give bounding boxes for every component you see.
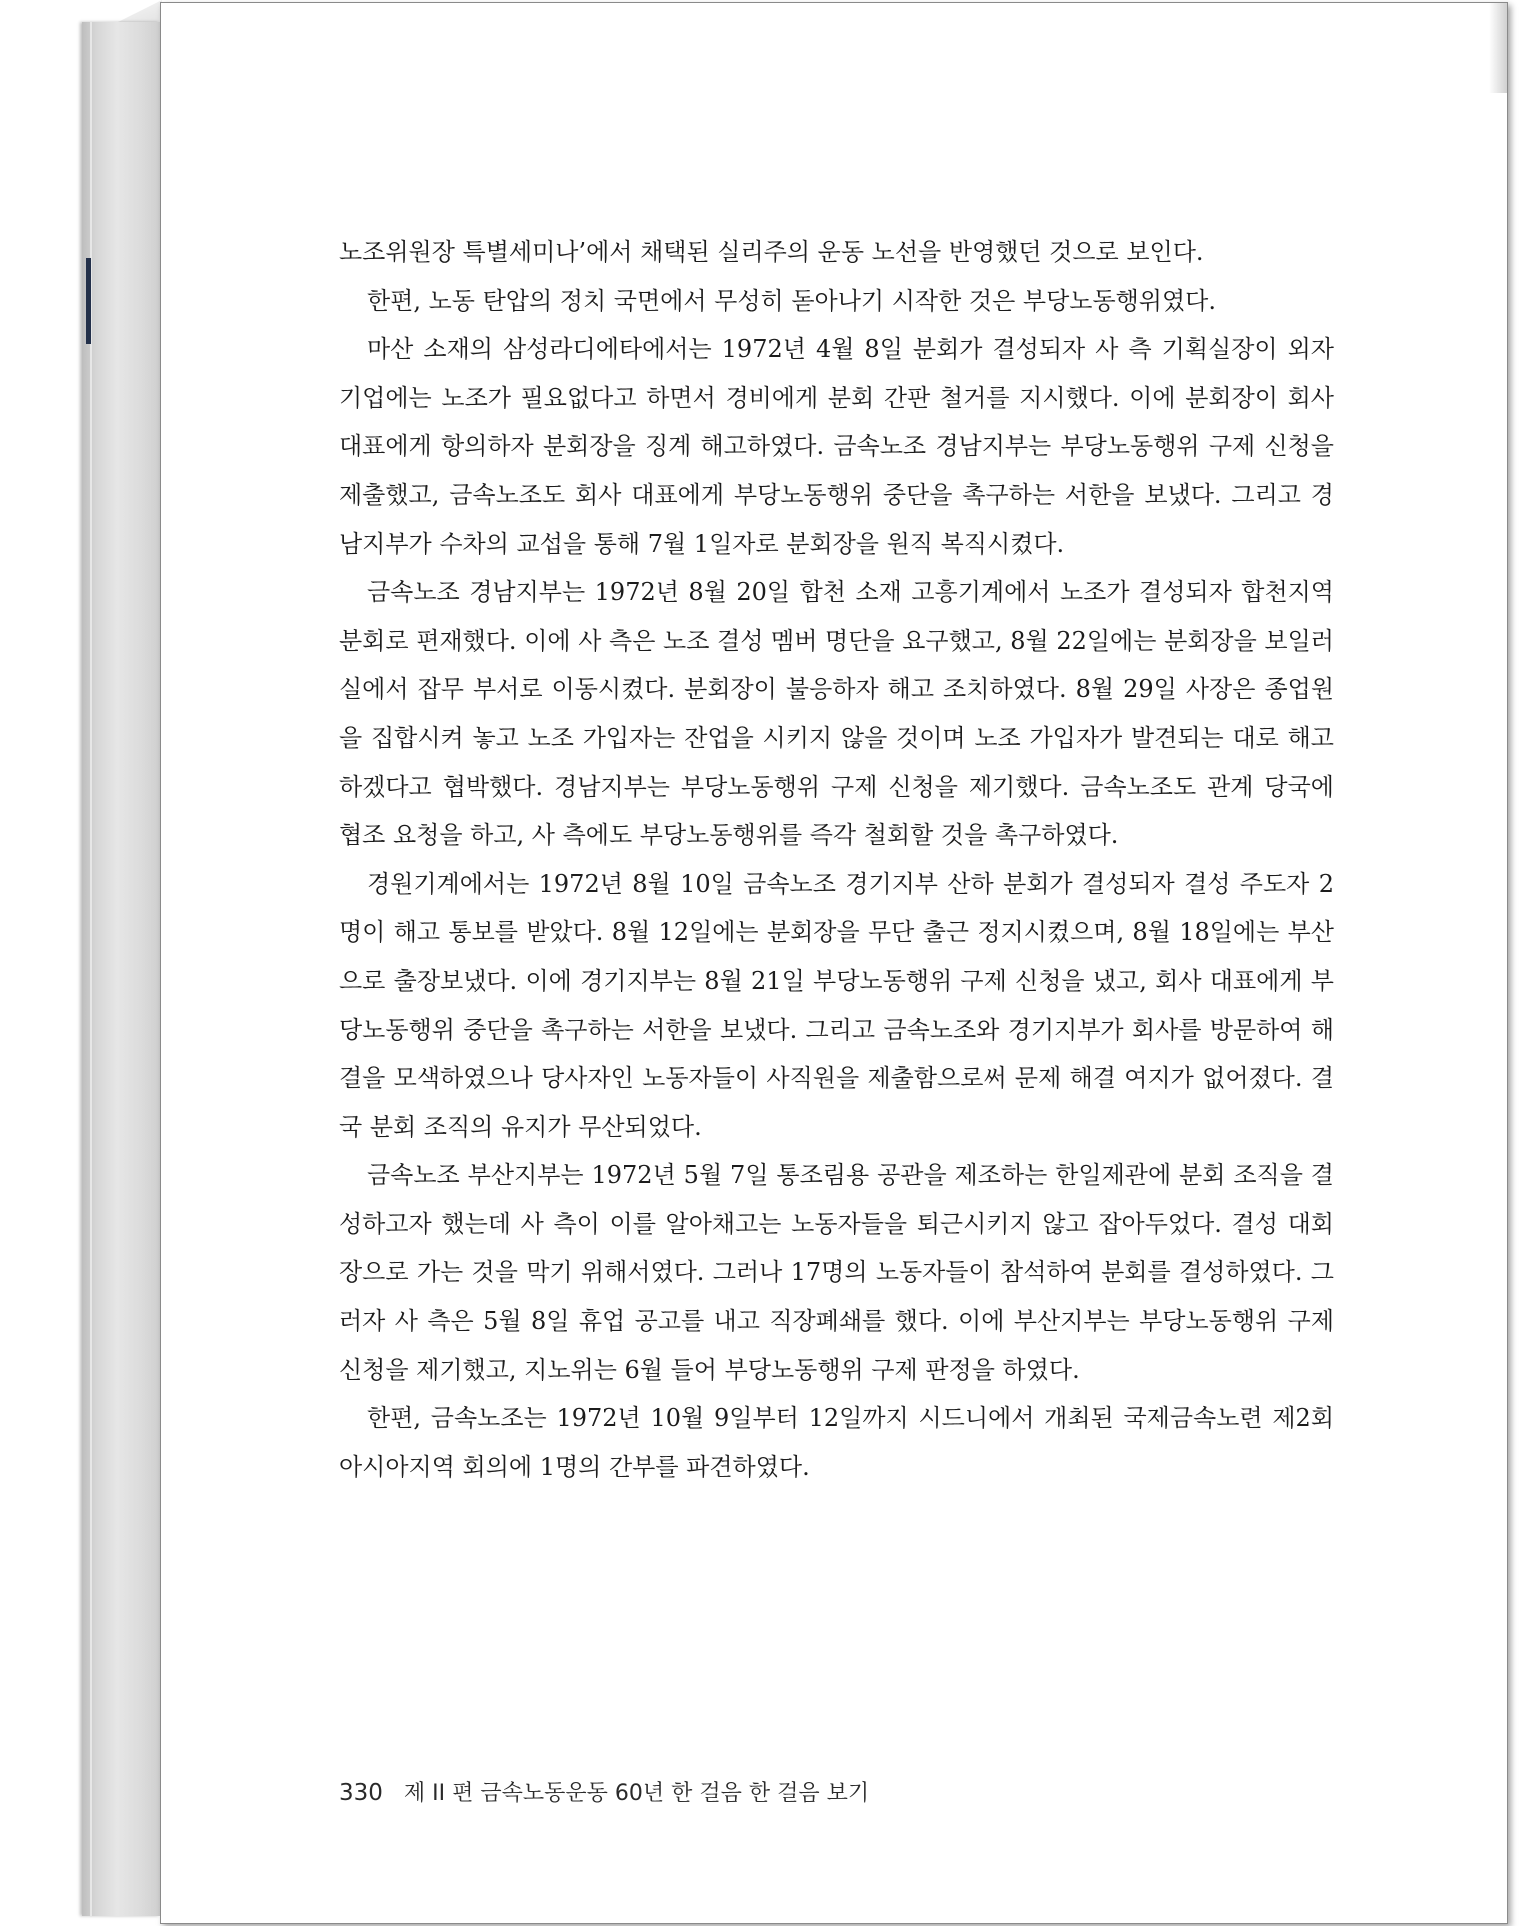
paragraph: 경원기계에서는 1972년 8월 10일 금속노조 경기지부 산하 분회가 결성되자 결성 주도자 2명이 해고 통보를 받았다. 8월 12일에는 분회장을 무단 출근 정지시켰으며, 8월 18일에는 부산으로 출장보냈다. 이에 경기지부는 8월 21일 부당노동행위 구제 신청을 냈고, 회사 대표에게 부당노동행위 중단을 촉구하는 서한을 보냈다. 그리고 금속노조와 경기지부가 회사를 방문하여 해결을 모색하였으나 당사자인 노동자들이 사직원을 제출함으로써 문제 해결 여지가 없어졌다. 결국 분회 조직의 유지가 무산되었다. <box>339 869 1334 1141</box>
paragraph: 한편, 노동 탄압의 정치 국면에서 무성히 돋아나기 시작한 것은 부당노동행위였다. <box>367 286 1216 315</box>
page-corner-shading <box>1489 3 1507 93</box>
paragraph: 마산 소재의 삼성라디에타에서는 1972년 4월 8일 분회가 결성되자 사 측 기획실장이 외자 기업에는 노조가 필요없다고 하면서 경비에게 분회 간판 철거를 지시했다. 이에 분회장이 회사 대표에게 항의하자 분회장을 징계 해고하였다. 금속노조 경남지부는 부당노동행위 구제 신청을 제출했고, 금속노조도 회사 대표에게 부당노동행위 중단을 촉구하는 서한을 보냈다. 그리고 경남지부가 수차의 교섭을 통해 7월 1일자로 분회장을 원직 복직시켰다. <box>339 335 1334 558</box>
spine-mark <box>86 258 91 344</box>
paragraph: 한편, 금속노조는 1972년 10월 9일부터 12일까지 시드니에서 개최된 국제금속노련 제2회 아시아지역 회의에 1명의 간부를 파견하였다. <box>339 1404 1334 1481</box>
page-number: 330 <box>339 1780 383 1806</box>
body-text <box>339 228 1334 1491</box>
paragraph: 금속노조 경남지부는 1972년 8월 20일 합천 소재 고흥기계에서 노조가 결성되자 합천지역분회로 편재했다. 이에 사 측은 노조 결성 멤버 명단을 요구했고, 8월 22일에는 분회장을 보일러실에서 잡무 부서로 이동시켰다. 분회장이 불응하자 해고 조치하였다. 8월 29일 사장은 종업원을 집합시켜 놓고 노조 가입자는 잔업을 시키지 않을 것이며 노조 가입자가 발견되는 대로 해고하겠다고 협박했다. 경남지부는 부당노동행위 구제 신청을 제기했다. 금속노조도 관계 당국에 협조 요청을 하고, 사 측에도 부당노동행위를 즉각 철회할 것을 촉구하였다. <box>339 578 1334 850</box>
paragraph: 금속노조 부산지부는 1972년 5월 7일 통조림용 공관을 제조하는 한일제관에 분회 조직을 결성하고자 했는데 사 측이 이를 알아채고는 노동자들을 퇴근시키지 않고 잡아두었다. 결성 대회장으로 가는 것을 막기 위해서였다. 그러나 17명의 노동자들이 참석하여 분회를 결성하였다. 그러자 사 측은 5월 8일 휴업 공고를 내고 직장폐쇄를 했다. 이에 부산지부는 부당노동행위 구제 신청을 제기했고, 지노위는 6월 들어 부당노동행위 구제 판정을 하였다. <box>339 1161 1334 1384</box>
book-page-edges <box>82 22 160 1916</box>
book-page <box>160 2 1508 1924</box>
running-title: 제 II 편 금속노동운동 60년 한 걸음 한 걸음 보기 <box>403 1781 870 1806</box>
page-footer <box>339 1776 869 1807</box>
paragraph: 노조위원장 특별세미나’에서 채택된 실리주의 운동 노선을 반영했던 것으로 보인다. <box>339 238 1204 266</box>
